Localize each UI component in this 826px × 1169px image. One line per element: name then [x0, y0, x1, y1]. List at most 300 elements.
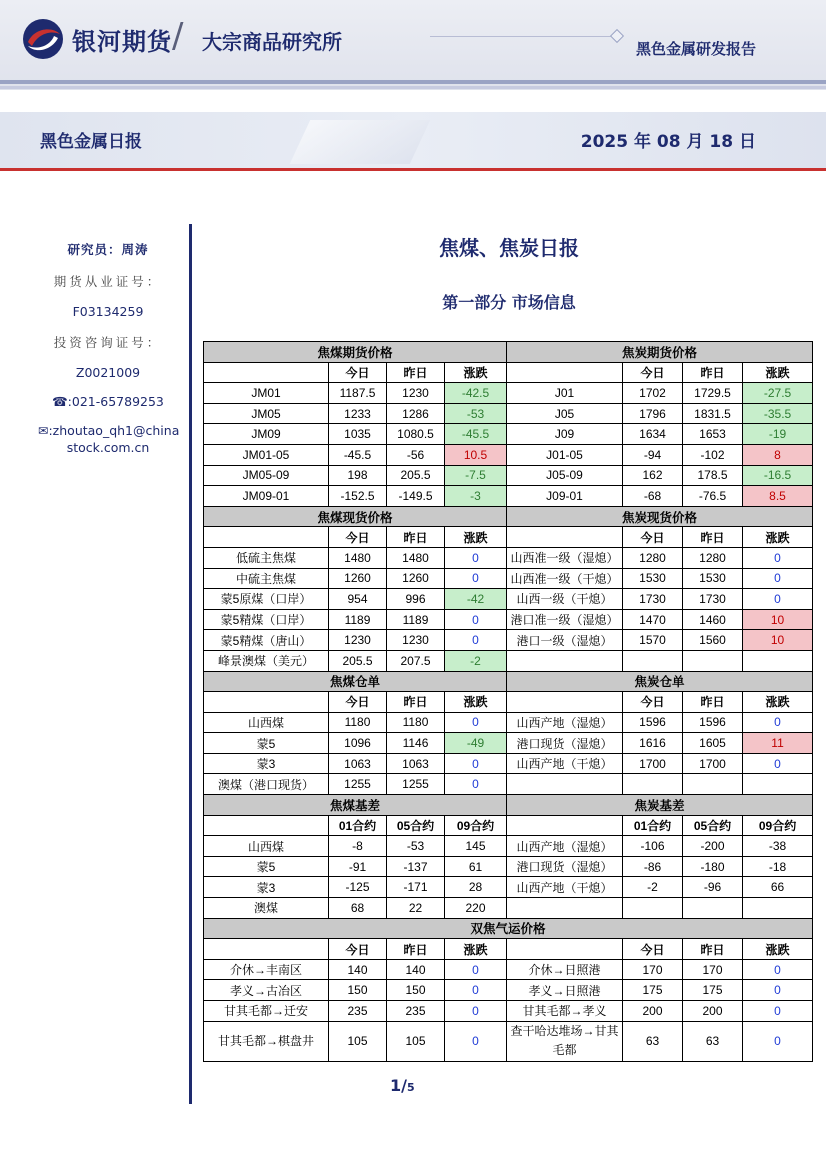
value-cell: 0 — [445, 568, 507, 589]
value-cell — [743, 898, 813, 919]
value-cell: 1700 — [683, 753, 743, 774]
decorative-accent — [290, 120, 431, 164]
value-cell: 150 — [329, 980, 387, 1001]
report-type: 黑色金属研发报告 — [636, 40, 757, 58]
value-cell: 1080.5 — [387, 424, 445, 445]
value-cell: -86 — [623, 856, 683, 877]
value-cell: -38 — [743, 836, 813, 857]
value-cell: 170 — [623, 959, 683, 980]
row-label — [507, 898, 623, 919]
spot-left-title: 焦煤现货价格 — [204, 506, 507, 527]
value-cell: 220 — [445, 898, 507, 919]
value-cell — [683, 898, 743, 919]
email-line-1: ✉:zhoutao_qh1@china — [38, 423, 180, 438]
column-header: 涨跌 — [743, 527, 813, 548]
value-cell: 1729.5 — [683, 383, 743, 404]
decorative-line — [430, 36, 620, 37]
table-row — [204, 403, 813, 424]
row-label: 港口现货（湿熄） — [507, 733, 623, 754]
researcher-name: 研究员：周涛 — [67, 242, 149, 257]
value-cell: 140 — [329, 959, 387, 980]
value-cell: -18 — [743, 856, 813, 877]
value-cell: 0 — [445, 774, 507, 795]
table-row — [204, 856, 813, 877]
route-label: 孝义→日照港 — [507, 980, 623, 1001]
value-cell: -53 — [387, 836, 445, 857]
column-header: 昨日 — [683, 692, 743, 713]
value-cell: 1035 — [329, 424, 387, 445]
column-header-row — [204, 692, 813, 713]
table-row — [204, 959, 813, 980]
value-cell: 61 — [445, 856, 507, 877]
value-cell — [743, 650, 813, 671]
column-header: 今日 — [623, 527, 683, 548]
value-cell: 0 — [445, 609, 507, 630]
value-cell: 8.5 — [743, 486, 813, 507]
row-label: 澳煤 — [204, 898, 329, 919]
table-row — [204, 424, 813, 445]
value-cell: 0 — [743, 959, 813, 980]
blank-header-cell — [204, 362, 329, 383]
value-cell: 0 — [445, 959, 507, 980]
column-header: 涨跌 — [445, 939, 507, 960]
value-cell: 235 — [387, 1001, 445, 1022]
value-cell: 1530 — [683, 568, 743, 589]
blank-header-cell — [204, 527, 329, 548]
value-cell: -42.5 — [445, 383, 507, 404]
column-header-row — [204, 939, 813, 960]
column-header: 昨日 — [683, 527, 743, 548]
row-label: 蒙3 — [204, 877, 329, 898]
page-title: 焦煤、焦炭日报 — [439, 236, 579, 260]
value-cell: 0 — [743, 1021, 813, 1061]
row-label: 山西产地（湿熄） — [507, 712, 623, 733]
column-header: 昨日 — [387, 692, 445, 713]
blank-header-cell — [507, 362, 623, 383]
value-cell: 0 — [445, 980, 507, 1001]
value-cell: 1260 — [329, 568, 387, 589]
route-label: 甘其毛都→迁安 — [204, 1001, 329, 1022]
value-cell — [623, 898, 683, 919]
section-header-row — [204, 671, 813, 692]
value-cell: 1189 — [329, 609, 387, 630]
row-label: J05 — [507, 403, 623, 424]
value-cell: 1653 — [683, 424, 743, 445]
value-cell: 0 — [743, 568, 813, 589]
column-header-row — [204, 527, 813, 548]
value-cell: 1480 — [329, 547, 387, 568]
value-cell: 170 — [683, 959, 743, 980]
route-label: 孝义→古冶区 — [204, 980, 329, 1001]
value-cell: -35.5 — [743, 403, 813, 424]
value-cell: 0 — [445, 753, 507, 774]
column-header: 涨跌 — [743, 692, 813, 713]
value-cell: 1605 — [683, 733, 743, 754]
value-cell: -91 — [329, 856, 387, 877]
route-label: 查干哈达堆场→甘其毛都 — [507, 1021, 623, 1061]
value-cell: -200 — [683, 836, 743, 857]
value-cell: 0 — [743, 1001, 813, 1022]
value-cell: -76.5 — [683, 486, 743, 507]
value-cell — [623, 650, 683, 671]
value-cell: 140 — [387, 959, 445, 980]
value-cell: -68 — [623, 486, 683, 507]
subheader-red-rule — [0, 168, 826, 171]
row-label: JM09-01 — [204, 486, 329, 507]
brand-separator: / — [172, 16, 184, 56]
brand-name: 银河期货 — [72, 28, 172, 56]
value-cell: 1480 — [387, 547, 445, 568]
value-cell: -53 — [445, 403, 507, 424]
blank-header-cell — [507, 527, 623, 548]
value-cell: 22 — [387, 898, 445, 919]
phone-number: ☎:021-65789253 — [52, 394, 164, 409]
column-header: 今日 — [329, 527, 387, 548]
row-label: J09-01 — [507, 486, 623, 507]
value-cell: 198 — [329, 465, 387, 486]
row-label: 山西产地（湿熄） — [507, 836, 623, 857]
value-cell: 1634 — [623, 424, 683, 445]
value-cell: -137 — [387, 856, 445, 877]
value-cell: -27.5 — [743, 383, 813, 404]
table-row — [204, 733, 813, 754]
value-cell: 1180 — [329, 712, 387, 733]
email-line-2: stock.com.cn — [66, 440, 150, 455]
value-cell: -19 — [743, 424, 813, 445]
value-cell: 0 — [445, 1021, 507, 1061]
value-cell: -152.5 — [329, 486, 387, 507]
row-label: 峰景澳煤（美元） — [204, 650, 329, 671]
table-row — [204, 774, 813, 795]
column-header: 今日 — [329, 692, 387, 713]
value-cell: 105 — [387, 1021, 445, 1061]
value-cell: 0 — [445, 630, 507, 651]
report-date: 2025 年 08 月 18 日 — [580, 132, 756, 152]
table-row — [204, 589, 813, 610]
row-label: 山西准一级（干熄） — [507, 568, 623, 589]
column-header: 09合约 — [743, 815, 813, 836]
value-cell: 1233 — [329, 403, 387, 424]
page-number — [390, 1076, 415, 1095]
value-cell: 63 — [623, 1021, 683, 1061]
row-label: 山西准一级（湿熄） — [507, 547, 623, 568]
value-cell — [683, 774, 743, 795]
value-cell: -180 — [683, 856, 743, 877]
route-label: 甘其毛都→孝义 — [507, 1001, 623, 1022]
value-cell: 1260 — [387, 568, 445, 589]
value-cell: 1230 — [387, 630, 445, 651]
table-row — [204, 1001, 813, 1022]
warrant-left-title: 焦煤仓单 — [204, 671, 507, 692]
blank-header-cell — [204, 939, 329, 960]
value-cell: 10.5 — [445, 444, 507, 465]
value-cell: -149.5 — [387, 486, 445, 507]
column-header: 今日 — [623, 692, 683, 713]
page-current: 1/ — [390, 1076, 407, 1095]
table-row — [204, 836, 813, 857]
spot-right-title: 焦炭现货价格 — [507, 506, 813, 527]
column-header: 昨日 — [683, 939, 743, 960]
value-cell: -16.5 — [743, 465, 813, 486]
value-cell: 200 — [683, 1001, 743, 1022]
row-label: J09 — [507, 424, 623, 445]
value-cell: 0 — [445, 547, 507, 568]
table-row — [204, 568, 813, 589]
value-cell: 175 — [623, 980, 683, 1001]
row-label — [507, 774, 623, 795]
value-cell: 1560 — [683, 630, 743, 651]
column-header: 昨日 — [387, 527, 445, 548]
row-label: 蒙5 — [204, 733, 329, 754]
invest-cert-number: Z0021009 — [75, 365, 141, 380]
row-label: 澳煤（港口现货） — [204, 774, 329, 795]
row-label — [507, 650, 623, 671]
value-cell: -45.5 — [329, 444, 387, 465]
value-cell — [743, 774, 813, 795]
value-cell: -2 — [623, 877, 683, 898]
row-label: J01-05 — [507, 444, 623, 465]
blank-header-cell — [507, 815, 623, 836]
value-cell: 235 — [329, 1001, 387, 1022]
value-cell: 145 — [445, 836, 507, 857]
value-cell: 1596 — [623, 712, 683, 733]
value-cell: 0 — [743, 753, 813, 774]
row-label: 山西煤 — [204, 712, 329, 733]
value-cell: 1063 — [387, 753, 445, 774]
value-cell: 1180 — [387, 712, 445, 733]
value-cell: 1616 — [623, 733, 683, 754]
table-row — [204, 486, 813, 507]
row-label: 蒙3 — [204, 753, 329, 774]
value-cell: 175 — [683, 980, 743, 1001]
header-rule-secondary — [0, 86, 826, 89]
column-header: 涨跌 — [445, 527, 507, 548]
table-row — [204, 877, 813, 898]
row-label: 山西煤 — [204, 836, 329, 857]
value-cell: 1570 — [623, 630, 683, 651]
value-cell: 8 — [743, 444, 813, 465]
value-cell: -3 — [445, 486, 507, 507]
column-header: 昨日 — [683, 362, 743, 383]
row-label: 中硫主焦煤 — [204, 568, 329, 589]
blank-header-cell — [204, 692, 329, 713]
value-cell: 1187.5 — [329, 383, 387, 404]
column-header: 今日 — [623, 939, 683, 960]
value-cell: 205.5 — [329, 650, 387, 671]
value-cell: 1280 — [623, 547, 683, 568]
value-cell: -56 — [387, 444, 445, 465]
column-header: 09合约 — [445, 815, 507, 836]
row-label: JM01-05 — [204, 444, 329, 465]
value-cell: -42 — [445, 589, 507, 610]
section-header-row — [204, 506, 813, 527]
row-label: J01 — [507, 383, 623, 404]
value-cell: 1230 — [387, 383, 445, 404]
value-cell: 162 — [623, 465, 683, 486]
value-cell: -125 — [329, 877, 387, 898]
value-cell: -8 — [329, 836, 387, 857]
row-label: 港口准一级（湿熄） — [507, 609, 623, 630]
value-cell: 178.5 — [683, 465, 743, 486]
value-cell: 996 — [387, 589, 445, 610]
value-cell: -102 — [683, 444, 743, 465]
value-cell: 1280 — [683, 547, 743, 568]
basis-right-title: 焦炭基差 — [507, 795, 813, 816]
row-label: 山西一级（干熄） — [507, 589, 623, 610]
table-row — [204, 465, 813, 486]
value-cell: 207.5 — [387, 650, 445, 671]
section-title: 第一部分 市场信息 — [442, 293, 576, 312]
value-cell — [623, 774, 683, 795]
futures-left-title: 焦煤期货价格 — [204, 342, 507, 363]
market-info-table — [203, 341, 813, 1062]
freight-title: 双焦气运价格 — [204, 918, 813, 939]
researcher-sidebar — [38, 240, 178, 469]
value-cell: 150 — [387, 980, 445, 1001]
value-cell: 1286 — [387, 403, 445, 424]
column-header-row — [204, 815, 813, 836]
value-cell: 0 — [445, 712, 507, 733]
value-cell: 1596 — [683, 712, 743, 733]
value-cell: 1530 — [623, 568, 683, 589]
value-cell: -96 — [683, 877, 743, 898]
column-header: 涨跌 — [445, 362, 507, 383]
value-cell: 63 — [683, 1021, 743, 1061]
value-cell: -171 — [387, 877, 445, 898]
row-label: 山西产地（干熄） — [507, 753, 623, 774]
value-cell: 0 — [743, 712, 813, 733]
section-header-row — [204, 918, 813, 939]
futures-right-title: 焦炭期货价格 — [507, 342, 813, 363]
table-row — [204, 1021, 813, 1061]
value-cell: -45.5 — [445, 424, 507, 445]
value-cell: -7.5 — [445, 465, 507, 486]
value-cell: -94 — [623, 444, 683, 465]
row-label: 低硫主焦煤 — [204, 547, 329, 568]
value-cell: 66 — [743, 877, 813, 898]
row-label: JM05 — [204, 403, 329, 424]
table-row — [204, 630, 813, 651]
value-cell: -2 — [445, 650, 507, 671]
value-cell: 205.5 — [387, 465, 445, 486]
sidebar-divider — [189, 224, 192, 1104]
table-row — [204, 383, 813, 404]
value-cell: 1096 — [329, 733, 387, 754]
report-subtitle: 黑色金属日报 — [40, 132, 142, 152]
blank-header-cell — [204, 815, 329, 836]
table-row — [204, 444, 813, 465]
column-header: 今日 — [329, 362, 387, 383]
header-rule — [0, 80, 826, 84]
column-header: 昨日 — [387, 939, 445, 960]
column-header: 01合约 — [329, 815, 387, 836]
column-header: 今日 — [329, 939, 387, 960]
value-cell: 1796 — [623, 403, 683, 424]
row-label: 蒙5原煤（口岸） — [204, 589, 329, 610]
value-cell: 1470 — [623, 609, 683, 630]
row-label: JM09 — [204, 424, 329, 445]
value-cell: 954 — [329, 589, 387, 610]
futures-cert-label: 期货从业证号： — [53, 274, 163, 289]
blank-header-cell — [507, 692, 623, 713]
column-header: 涨跌 — [445, 692, 507, 713]
table-row — [204, 650, 813, 671]
value-cell: -49 — [445, 733, 507, 754]
institute-name: 大宗商品研究所 — [202, 30, 342, 54]
table-row — [204, 712, 813, 733]
row-label: 港口一级（湿熄） — [507, 630, 623, 651]
value-cell: 1230 — [329, 630, 387, 651]
value-cell: 0 — [743, 547, 813, 568]
route-label: 介休→丰南区 — [204, 959, 329, 980]
column-header: 涨跌 — [743, 939, 813, 960]
basis-left-title: 焦煤基差 — [204, 795, 507, 816]
value-cell: 1730 — [683, 589, 743, 610]
warrant-right-title: 焦炭仓单 — [507, 671, 813, 692]
section-header-row — [204, 342, 813, 363]
table-row — [204, 753, 813, 774]
row-label: 蒙5 — [204, 856, 329, 877]
route-label: 甘其毛都→棋盘井 — [204, 1021, 329, 1061]
value-cell: 200 — [623, 1001, 683, 1022]
row-label: 山西产地（干熄） — [507, 877, 623, 898]
value-cell: 0 — [445, 1001, 507, 1022]
value-cell: 1700 — [623, 753, 683, 774]
value-cell — [683, 650, 743, 671]
value-cell: 0 — [743, 589, 813, 610]
table-row — [204, 980, 813, 1001]
value-cell: 1255 — [387, 774, 445, 795]
page-total: 5 — [406, 1081, 415, 1094]
value-cell: 1831.5 — [683, 403, 743, 424]
value-cell: 1460 — [683, 609, 743, 630]
value-cell: 1730 — [623, 589, 683, 610]
value-cell: 10 — [743, 609, 813, 630]
value-cell: 0 — [743, 980, 813, 1001]
row-label: 蒙5精煤（唐山） — [204, 630, 329, 651]
value-cell: 105 — [329, 1021, 387, 1061]
galaxy-logo-icon — [22, 18, 64, 60]
value-cell: -106 — [623, 836, 683, 857]
column-header: 涨跌 — [743, 362, 813, 383]
table-row — [204, 547, 813, 568]
table-row — [204, 898, 813, 919]
value-cell: 1702 — [623, 383, 683, 404]
futures-cert-number: F03134259 — [72, 304, 144, 319]
column-header: 05合约 — [683, 815, 743, 836]
value-cell: 11 — [743, 733, 813, 754]
value-cell: 1255 — [329, 774, 387, 795]
table-row — [204, 609, 813, 630]
row-label: JM05-09 — [204, 465, 329, 486]
column-header: 01合约 — [623, 815, 683, 836]
row-label: J05-09 — [507, 465, 623, 486]
value-cell: 28 — [445, 877, 507, 898]
blank-header-cell — [507, 939, 623, 960]
column-header-row — [204, 362, 813, 383]
value-cell: 1189 — [387, 609, 445, 630]
value-cell: 1063 — [329, 753, 387, 774]
value-cell: 68 — [329, 898, 387, 919]
row-label: 港口现货（湿熄） — [507, 856, 623, 877]
column-header: 05合约 — [387, 815, 445, 836]
column-header: 今日 — [623, 362, 683, 383]
value-cell: 1146 — [387, 733, 445, 754]
route-label: 介休→日照港 — [507, 959, 623, 980]
column-header: 昨日 — [387, 362, 445, 383]
row-label: 蒙5精煤（口岸） — [204, 609, 329, 630]
invest-cert-label: 投资咨询证号： — [53, 335, 163, 350]
